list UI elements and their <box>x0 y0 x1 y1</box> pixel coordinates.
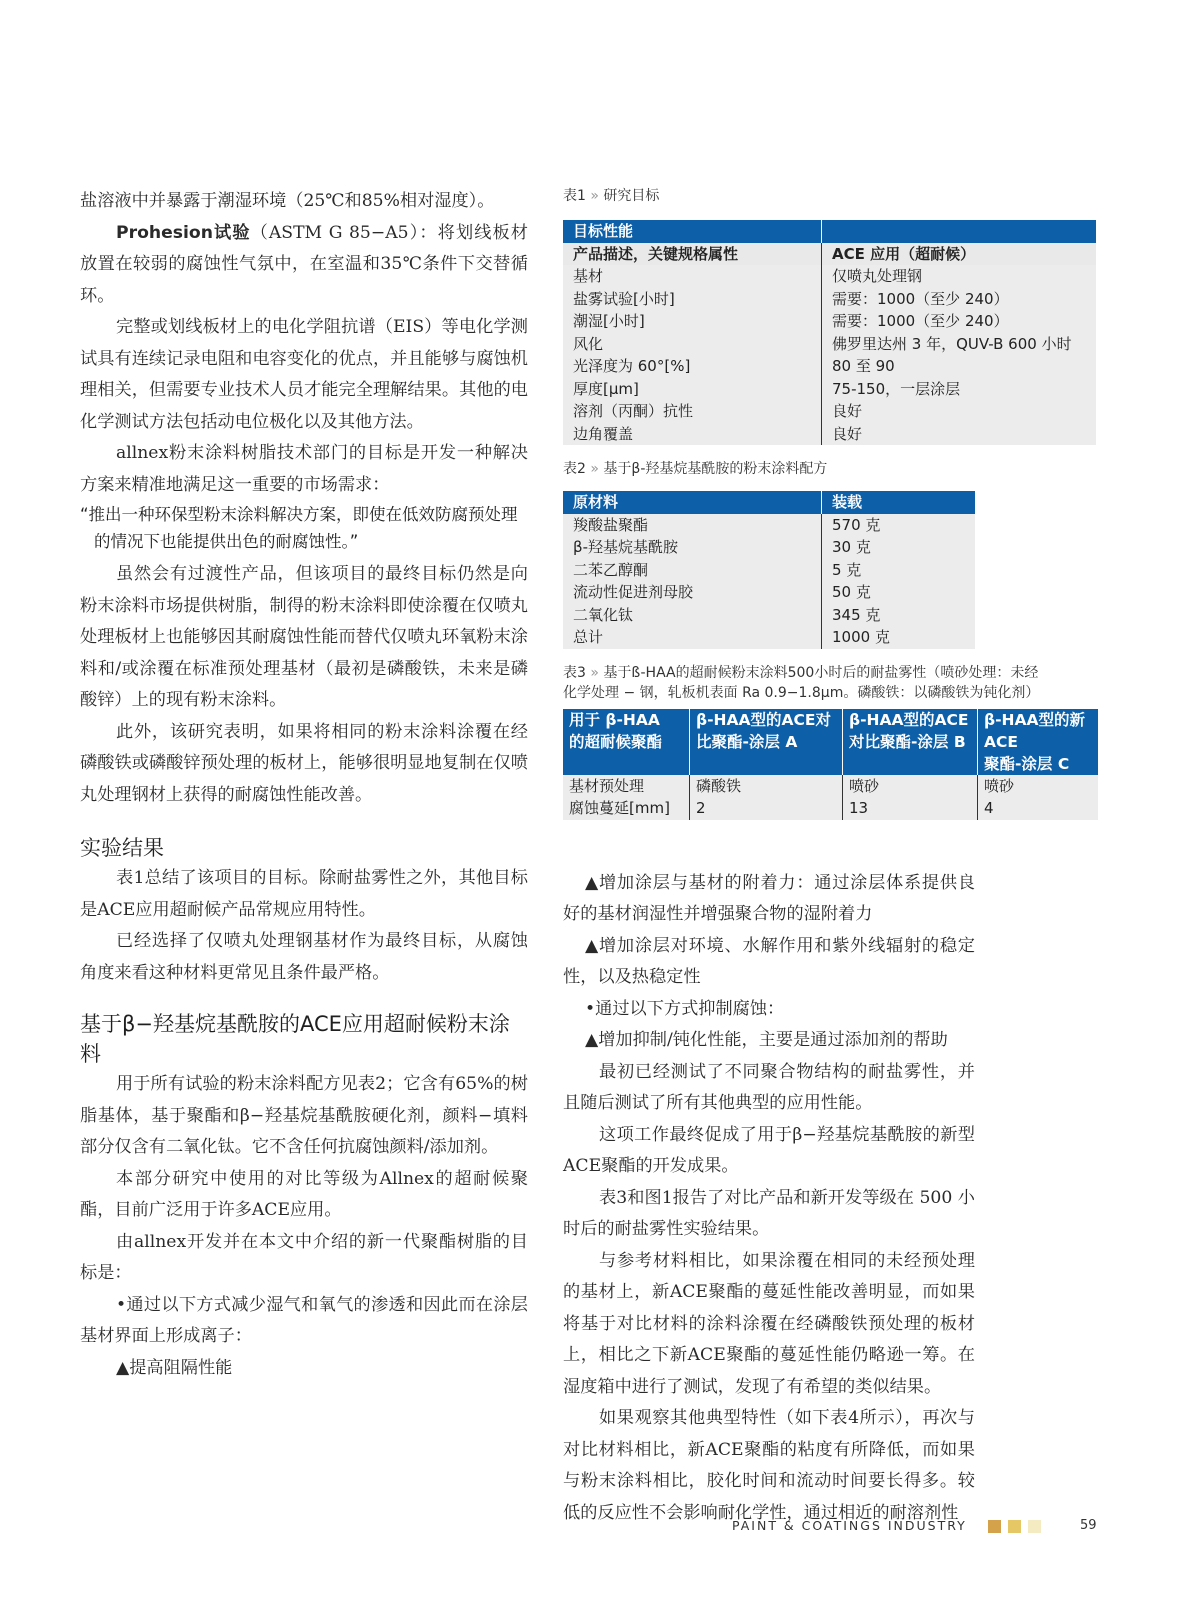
table2-cell: 1000 克 <box>822 626 976 649</box>
table1-row <box>563 378 1096 401</box>
table2-row <box>563 514 975 537</box>
table2-cell: 5 克 <box>822 559 976 582</box>
section-heading-coating: 基于β−羟基烷基酰胺的ACE应用超耐候粉末涂料 <box>80 1012 510 1066</box>
paragraph: 虽然会有过渡性产品，但该项目的最终目标仍然是向粉末涂料市场提供树脂，制得的粉末涂料即使涂覆在仅喷丸处理板材上也能够因其耐腐蚀性能而替代仅喷丸环氧粉末涂料和/或涂覆在标准预处理基材（最初是磷酸铁，未来是磷酸锌）上的现有粉末涂料。 <box>80 564 528 710</box>
table3-header-2: β-HAA型的ACE对 比聚酯-涂层 A <box>690 709 843 775</box>
goal-quote: “推出一种环保型粉末涂料解决方案，即使在低效防腐预处理的情况下也能提供出色的耐腐蚀性。” <box>80 505 518 551</box>
table1-cell: 光泽度为 60°[%] <box>563 355 822 378</box>
paragraph: 与参考材料相比，如果涂覆在相同的未经预处理的基材上，新ACE聚酯的蔓延性能改善明显，而如果将基于对比材料的涂料涂覆在经磷酸铁预处理的板材上，相比之下新ACE聚酯的蔓延性能仍略逊一筹。在湿度箱中进行了测试，发现了有希望的类似结果。 <box>563 1250 975 1397</box>
table3-cell: 2 <box>690 797 843 820</box>
table2-row <box>563 581 975 604</box>
paragraph: 盐溶液中并暴露于潮湿环境（25℃和85%相对湿度）。 <box>80 191 495 211</box>
table1-header-row <box>563 220 1096 243</box>
table2-cell: β-羟基烷基酰胺 <box>563 536 822 559</box>
table1-cell: 75-150，一层涂层 <box>822 378 1097 401</box>
page-footer <box>732 1518 1132 1538</box>
table1-subheader-left: 产品描述，关键规格属性 <box>563 243 822 266</box>
table2-cell: 345 克 <box>822 604 976 627</box>
table1-row <box>563 288 1096 311</box>
table2-cell: 羧酸盐聚酯 <box>563 514 822 537</box>
table2-cell: 二苯乙醇酮 <box>563 559 822 582</box>
table2-row <box>563 604 975 627</box>
paragraph: 如果观察其他典型特性（如下表4所示），再次与对比材料相比，新ACE聚酯的粘度有所降低，而如果与粉末涂料相比，胶化时间和流动时间要长得多。较低的反应性不会影响耐化学性，通过相近的耐溶剂性 <box>563 1408 975 1523</box>
paragraph: 用于所有试验的粉末涂料配方见表2；它含有65%的树脂基体，基于聚酯和β−羟基烷基酰胺硬化剂，颜料−填料部分仅含有二氧化钛。它不含任何抗腐蚀颜料/添加剂。 <box>80 1074 528 1157</box>
table1-cell: 良好 <box>822 423 1097 446</box>
table1-cell: 需要：1000（至少 240） <box>822 310 1097 333</box>
sub-bullet-item: ▲增加涂层对环境、水解作用和紫外线辐射的稳定性，以及热稳定性 <box>563 935 975 987</box>
table1-row <box>563 310 1096 333</box>
table2-header-row <box>563 491 975 514</box>
table2-col1-header: 原材料 <box>563 491 822 514</box>
table2-cell: 流动性促进剂母胶 <box>563 581 822 604</box>
paragraph: 表1总结了该项目的目标。除耐盐雾性之外，其他目标是ACE应用超耐候产品常规应用特性。 <box>80 868 528 920</box>
paragraph-prohesion <box>80 218 528 313</box>
footer-square-2 <box>1008 1520 1021 1533</box>
table1-cell: 盐雾试验[小时] <box>563 288 822 311</box>
paragraph: 完整或划线板材上的电化学阻抗谱（EIS）等电化学测试具有连续记录电阻和电容变化的优点，并且能够与腐蚀机理相关，但需要专业技术人员才能完全理解结果。其他的电化学测试方法包括动电位极化以及其他方法。 <box>80 317 528 432</box>
caption-separator: » <box>590 664 599 681</box>
table1-number: 表1 <box>563 188 586 204</box>
table1-row <box>563 423 1096 446</box>
table3-title-line2: 化学处理 − 钢，轧板机表面 Ra 0.9−1.8μm。磷酸铁：以磷酸铁为钝化剂） <box>563 684 1040 701</box>
table1-caption <box>563 186 1123 206</box>
paragraph: 已经选择了仅喷丸处理钢基材作为最终目标，从腐蚀角度来看这种材料更常见且条件最严格。 <box>80 931 528 983</box>
bullet-item: •通过以下方式抑制腐蚀： <box>585 998 785 1019</box>
sub-bullet-item: ▲提高阻隔性能 <box>116 1357 233 1378</box>
table2-row <box>563 626 975 649</box>
table3-header-1: 用于 β-HAA 的超耐候聚酯 <box>563 709 690 775</box>
paragraph: 表3和图1报告了对比产品和新开发等级在 500 小时后的耐盐雾性实验结果。 <box>563 1187 975 1239</box>
table1-cell: 仅喷丸处理钢 <box>822 265 1097 288</box>
paragraph: 最初已经测试了不同聚合物结构的耐盐雾性，并且随后测试了所有其他典型的应用性能。 <box>563 1061 975 1113</box>
prohesion-term: Prohesion试验 <box>116 222 251 243</box>
table2-row <box>563 559 975 582</box>
table1-row <box>563 400 1096 423</box>
sub-bullet-item: ▲增加涂层与基材的附着力：通过涂层体系提供良好的基材润湿性并增强聚合物的湿附着力 <box>563 872 975 924</box>
table2-cell: 570 克 <box>822 514 976 537</box>
table1-subheader-row <box>563 243 1096 266</box>
table2-col2-header: 装载 <box>822 491 976 514</box>
table1-header: 目标性能 <box>563 220 822 243</box>
table2-cell: 总计 <box>563 626 822 649</box>
caption-separator: » <box>590 461 599 477</box>
table2-title: 基于β-羟基烷基酰胺的粉末涂料配方 <box>603 461 828 477</box>
table3-cell: 13 <box>843 797 978 820</box>
table1-row <box>563 265 1096 288</box>
table3 <box>563 709 1098 820</box>
page-number: 59 <box>1080 1518 1097 1533</box>
paragraph: 由allnex开发并在本文中介绍的新一代聚酯树脂的目标是： <box>80 1231 528 1283</box>
magazine-name: PAINT & COATINGS INDUSTRY <box>732 1518 967 1533</box>
table1-cell: 潮湿[小时] <box>563 310 822 333</box>
right-column <box>563 186 1123 1529</box>
table2 <box>563 491 975 649</box>
paragraph: 这项工作最终促成了用于β−羟基烷基酰胺的新型ACE聚酯的开发成果。 <box>563 1124 975 1176</box>
table1-cell: 厚度[μm] <box>563 378 822 401</box>
table3-title-line1: 基于ß-HAA的超耐候粉末涂料500小时后的耐盐雾性（喷砂处理：未经 <box>603 664 1039 681</box>
table3-header-3: β-HAA型的ACE 对比聚酯-涂层 B <box>843 709 978 775</box>
table1-cell: 需要：1000（至少 240） <box>822 288 1097 311</box>
footer-square-3 <box>1028 1520 1041 1533</box>
table1-cell: 佛罗里达州 3 年，QUV-B 600 小时 <box>822 333 1097 356</box>
table3-cell: 喷砂 <box>843 775 978 798</box>
table2-number: 表2 <box>563 461 586 477</box>
section-heading-results: 实验结果 <box>80 836 164 860</box>
prohesion-text: （ASTM G 85−A5）：将划线板材放置在较弱的腐蚀性气氛中，在室温和35℃条件下交替循环。 <box>80 222 528 306</box>
table1-row <box>563 355 1096 378</box>
caption-separator: » <box>590 188 599 204</box>
paragraph: 本部分研究中使用的对比等级为Allnex的超耐候聚酯，目前广泛用于许多ACE应用。 <box>80 1168 528 1220</box>
table2-cell: 二氧化钛 <box>563 604 822 627</box>
table1-cell: 基材 <box>563 265 822 288</box>
sub-bullet-item: ▲增加抑制/钝化性能，主要是通过添加剂的帮助 <box>585 1030 948 1050</box>
table3-caption <box>563 663 1123 703</box>
table2-row <box>563 536 975 559</box>
table1-cell: 良好 <box>822 400 1097 423</box>
paragraph: allnex粉末涂料树脂技术部门的目标是开发一种解决方案来精准地满足这一重要的市场需求： <box>80 443 528 495</box>
table1-subheader-right: ACE 应用（超耐候） <box>822 243 1097 266</box>
table3-cell: 喷砂 <box>978 775 1099 798</box>
footer-square-1 <box>988 1520 1001 1533</box>
table1-cell: 边角覆盖 <box>563 423 822 446</box>
table3-cell: 4 <box>978 797 1099 820</box>
table3-cell: 基材预处理 <box>563 775 690 798</box>
right-text <box>563 868 975 1530</box>
table1-title: 研究目标 <box>603 188 660 204</box>
table2-cell: 50 克 <box>822 581 976 604</box>
table1-cell: 80 至 90 <box>822 355 1097 378</box>
table3-header-row <box>563 709 1098 775</box>
table1-cell: 风化 <box>563 333 822 356</box>
table3-cell: 磷酸铁 <box>690 775 843 798</box>
table3-number: 表3 <box>563 664 586 681</box>
bullet-item: •通过以下方式减少湿气和氧气的渗透和因此而在涂层基材界面上形成离子： <box>80 1294 528 1346</box>
table1 <box>563 220 1096 445</box>
table3-row <box>563 775 1098 798</box>
table3-header-4: β-HAA型的新ACE 聚酯-涂层 C <box>978 709 1099 775</box>
table2-cell: 30 克 <box>822 536 976 559</box>
table2-caption <box>563 459 1123 479</box>
table1-header-empty <box>822 220 1097 243</box>
table3-row <box>563 797 1098 820</box>
paragraph: 此外，该研究表明，如果将相同的粉末涂料涂覆在经磷酸铁或磷酸锌预处理的板材上，能够很明显地复制在仅喷丸处理钢材上获得的耐腐蚀性能改善。 <box>80 721 528 805</box>
table1-cell: 溶剂（丙酮）抗性 <box>563 400 822 423</box>
table1-row <box>563 333 1096 356</box>
left-column <box>80 186 528 1384</box>
table3-cell: 腐蚀蔓延[mm] <box>563 797 690 820</box>
